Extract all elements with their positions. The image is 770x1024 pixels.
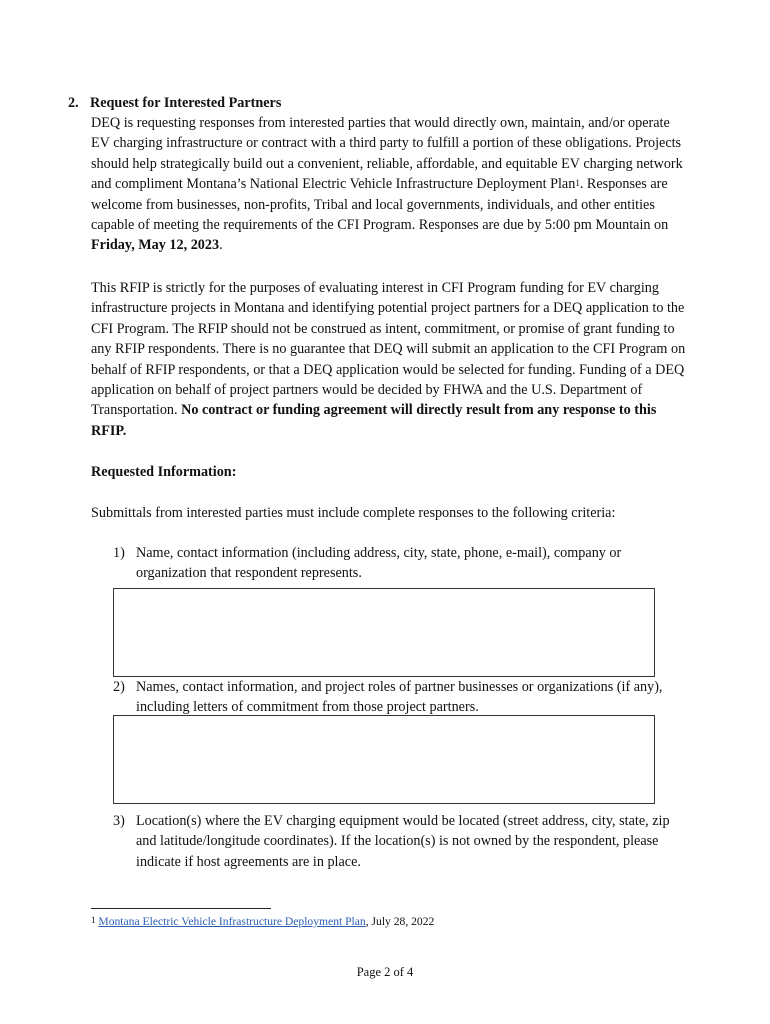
footnote xyxy=(91,914,434,930)
footnote-date: , July 28, 2022 xyxy=(365,915,435,928)
item-text: Names, contact information, and project roles of partner businesses or organizations (if any), including letters of commitment from those project partners. xyxy=(136,679,663,716)
disclaimer-paragraph xyxy=(91,278,691,441)
footnote-number: 1 xyxy=(91,915,96,925)
section-heading xyxy=(68,93,688,113)
footnote-link[interactable]: Montana Electric Vehicle Infrastructure Deployment Plan xyxy=(98,915,366,928)
section-title: Request for Interested Partners xyxy=(90,95,282,111)
item-text: Name, contact information (including address, city, state, phone, e-mail), company or organization that respondent represents. xyxy=(136,545,622,582)
page-number: Page 2 of 4 xyxy=(356,965,414,979)
criteria-intro: Submittals from interested parties must include complete responses to the following criteria: xyxy=(91,505,616,521)
item-number: 3) xyxy=(113,813,125,829)
intro-paragraph xyxy=(91,113,691,256)
criteria-item-1 xyxy=(113,543,673,584)
requested-info-heading: Requested Information: xyxy=(91,464,237,480)
criteria-item-2 xyxy=(113,677,673,718)
item-number: 2) xyxy=(113,679,125,695)
response-box-2[interactable] xyxy=(113,715,655,804)
para1-text-cont: . Responses are welcome from businesses, non-profits, Tribal and local governments, individuals, and other entities capable of meeting the requirements of the CFI Program. Responses are due by 5:00 pm Mountain on xyxy=(91,176,669,234)
para1-text: DEQ is requesting responses from interested parties that would directly own, maintain, and/or operate EV charging infrastructure or contract with a third party to fulfill a portion of these obligations. Projects should help strategically build out a convenient, reliable, affordable, and equitable EV charging network and compliment Montana’s National Electric Vehicle Infrastructure Deployment Plan xyxy=(91,115,683,193)
due-date: Friday, May 12, 2023 xyxy=(91,237,220,254)
section-number: 2. xyxy=(68,95,79,111)
footnote-ref: 1 xyxy=(575,178,580,189)
response-box-1[interactable] xyxy=(113,588,655,677)
para2-text: This RFIP is strictly for the purposes of evaluating interest in CFI Program funding for EV charging infrastructure projects in Montana and identifying potential project partners for a DEQ application to the CFI Program. The RFIP should not be construed as intent, commitment, or promise of grant funding to any RFIP respondents. There is no guarantee that DEQ will submit an application to the CFI Program on behalf of RFIP respondents, or that a DEQ application would be selected for funding. Funding of a DEQ application on behalf of project partners would be decided by FHWA and the U.S. Department of Transportation. xyxy=(91,280,686,419)
item-text: Location(s) where the EV charging equipment would be located (street address, city, state, zip and latitude/longitude coordinates). If the location(s) is not owned by the respondent, please indicate if host agreements are in place. xyxy=(136,813,670,870)
item-number: 1) xyxy=(113,545,125,561)
para1-end: . xyxy=(219,237,223,254)
criteria-item-3 xyxy=(113,811,673,872)
footnote-divider xyxy=(91,908,271,909)
no-contract-statement: No contract or funding agreement will directly result from any response to this RFIP. xyxy=(91,402,657,439)
